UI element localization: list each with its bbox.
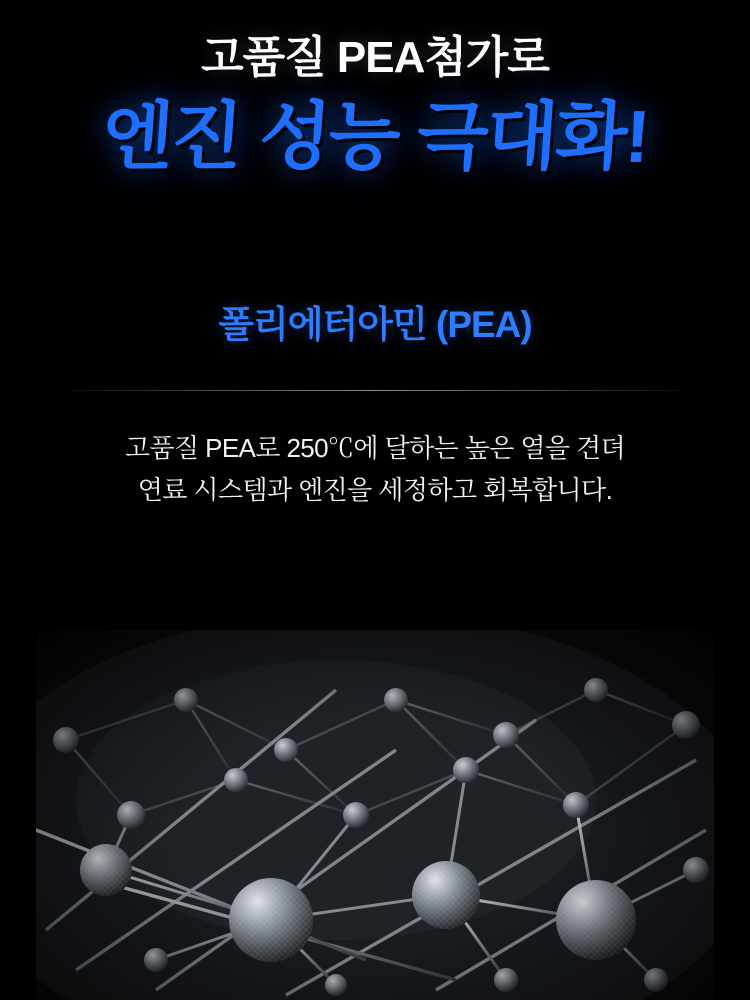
subsection-title: 폴리에터아민 (PEA): [218, 304, 532, 346]
subsection-block: [0, 294, 750, 511]
headline-block: [0, 0, 750, 179]
headline-top-line: 고품질 PEA첨가로: [201, 33, 549, 82]
description-block: [0, 427, 750, 511]
description-line-1: 고품질 PEA로 250℃에 달하는 높은 열을 견뎌: [124, 433, 626, 464]
description-line-2: 연료 시스템과 엔진을 세정하고 회복합니다.: [137, 475, 613, 506]
horizontal-divider: [71, 390, 679, 391]
headline-main-line: 엔진 성능 극대화!: [99, 95, 652, 179]
molecular-structure-photo: [36, 630, 714, 1000]
